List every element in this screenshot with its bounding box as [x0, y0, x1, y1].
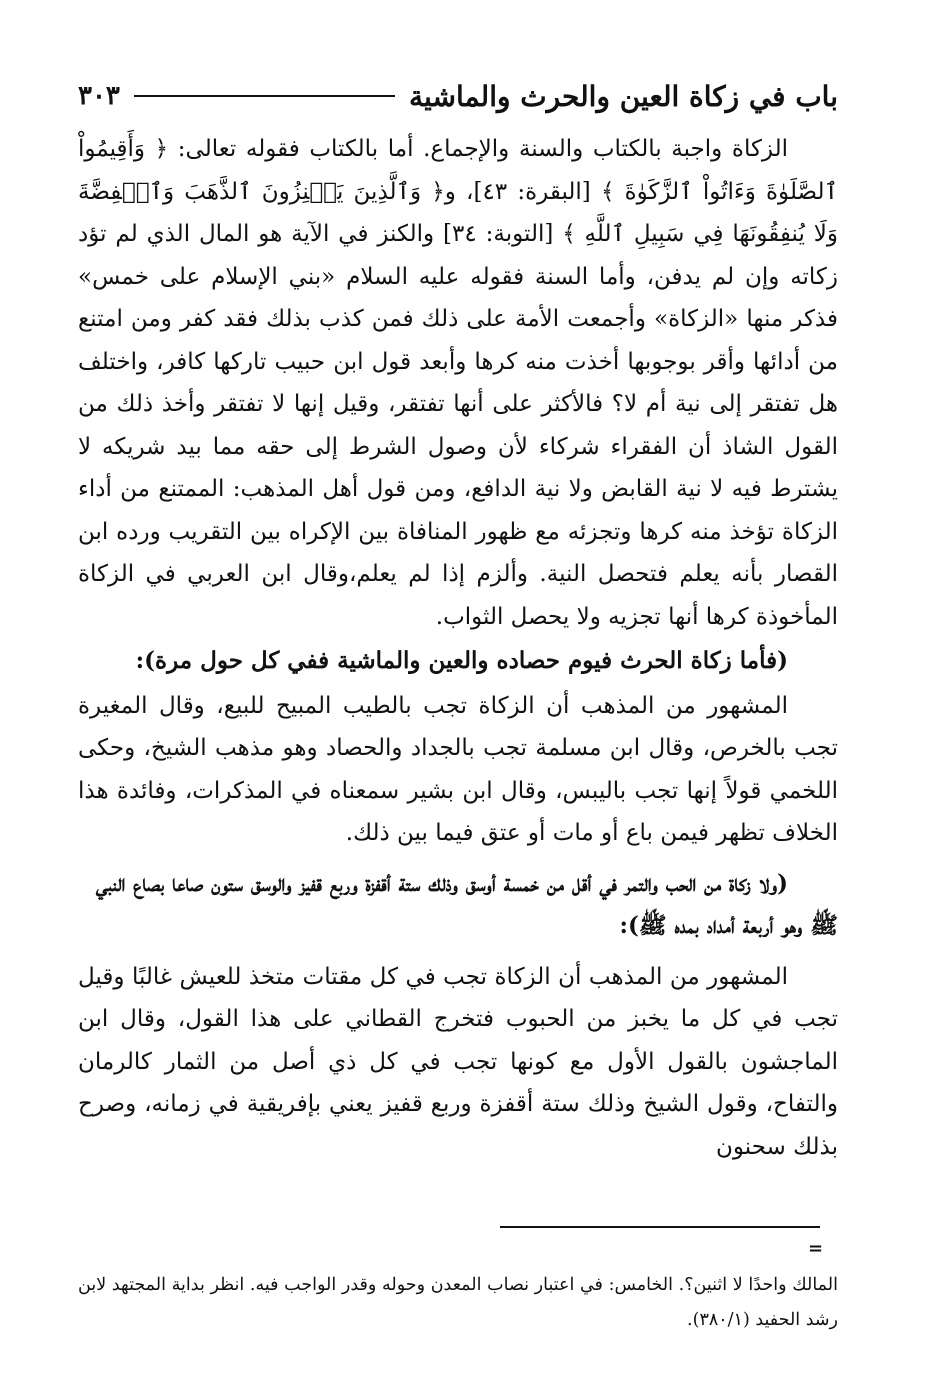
- paragraph-nisab-commentary: المشهور من المذهب أن الزكاة تجب في كل مقتات متخذ للعيش غالبًا وقيل تجب في كل ما يخبز من الحبوب فتخرج القطاني على هذا القول، وقال ابن الماجشون بالقول الأول مع كونها تجب في كل ذي أصل من الثمار كالرمان والتفاح، وقول الشيخ وذلك ستة أقفزة وربع قفيز يعني بإفريقية في زمانه، وصرح بذلك سحنون: [78, 963, 838, 1160]
- header-rule: [134, 95, 395, 97]
- paragraph-harvest-commentary: المشهور من المذهب أن الزكاة تجب بالطيب المبيح للبيع، وقال المغيرة تجب بالخرص، وقال ابن مسلمة تجب بالجداد والحصاد وهو مذهب الشيخ، وحكى اللخمي قولاً إنها تجب باليبس، وقال ابن بشير سمعناه في المذكرات، وفائدة هذا الخلاف تظهر فيمن باع أو مات أو عتق فيما بين ذلك.: [78, 692, 838, 846]
- chapter-title: باب في زكاة العين والحرث والماشية: [409, 79, 838, 113]
- page-header: [78, 70, 838, 122]
- footnote-continuation-marker: =: [808, 1238, 824, 1259]
- page-number: ٣٠٣: [78, 81, 120, 111]
- footnote-separator: [500, 1226, 820, 1228]
- paragraph-zakat-obligation: الزكاة واجبة بالكتاب والسنة والإجماع. أما بالكتاب فقوله تعالى: ﴿ وَأَقِيمُواْ ٱلصَّلَوٰةَ وَءَاتُواْ ٱلزَّكَوٰةَ ﴾ [البقرة: ٤٣]، و﴿ وَٱلَّذِينَ يَكۡنِزُونَ ٱلذَّهَبَ وَٱلۡفِضَّةَ وَلَا يُنفِقُونَهَا فِي سَبِيلِ ٱللَّهِ ﴾ [التوبة: ٣٤] والكنز في الآية هو المال الذي لم تؤد زكاته وإن لم يدفن، وأما السنة فقوله عليه السلام «بني الإسلام على خمس» فذكر منها «الزكاة» وأجمعت الأمة على ذلك فمن كذب بذلك فقد كفر ومن امتنع من أدائها وأقر بوجوبها أخذت منه كرها وأبعد قول ابن حبيب تاركها كافر، واختلف هل تفتقر إلى نية أم لا؟ فالأكثر على أنها تفتقر، وقيل إنها لا تفتقر وأخذ ذلك من القول الشاذ أن الفقراء شركاء لأن وصول الشرط إلى حقه مما بيد شريكه لا يشترط فيه لا نية القابض ولا نية الدافع، ومن قول أهل المذهب: الممتنع من أداء الزكاة تؤخذ منه كرها وتجزئه مع ظهور المنافاة بين الإكراه بين التقريب ورده ابن القصار بأنه يعلم فتحصل النية. وألزم إذا لم يعلم،وقال ابن العربي في الزكاة المأخوذة كرها أنها تجزيه ولا يحصل الثواب.: [78, 136, 838, 630]
- footnote-text: المالك واحدًا لا اثنين؟. الخامس: في اعتبار نصاب المعدن وحوله وقدر الواجب فيه. انظر بداية المجتهد لابن رشد الحفيد (٣٨٠/١).: [78, 1275, 838, 1330]
- matn-heading-harvest-time: (فأما زكاة الحرث فيوم حصاده والعين والماشية ففي كل حول مرة):: [135, 647, 788, 674]
- matn-heading-nisab: (ولا زكاة من الحب والتمر في أقل من خمسة أوسق وذلك ستة أقفزة وربع قفيز والوسق ستون صاعا بصاع النبي ﷺ وهو أربعة أمداد بمده ﷺ):: [95, 869, 838, 939]
- book-page: [78, 70, 838, 1168]
